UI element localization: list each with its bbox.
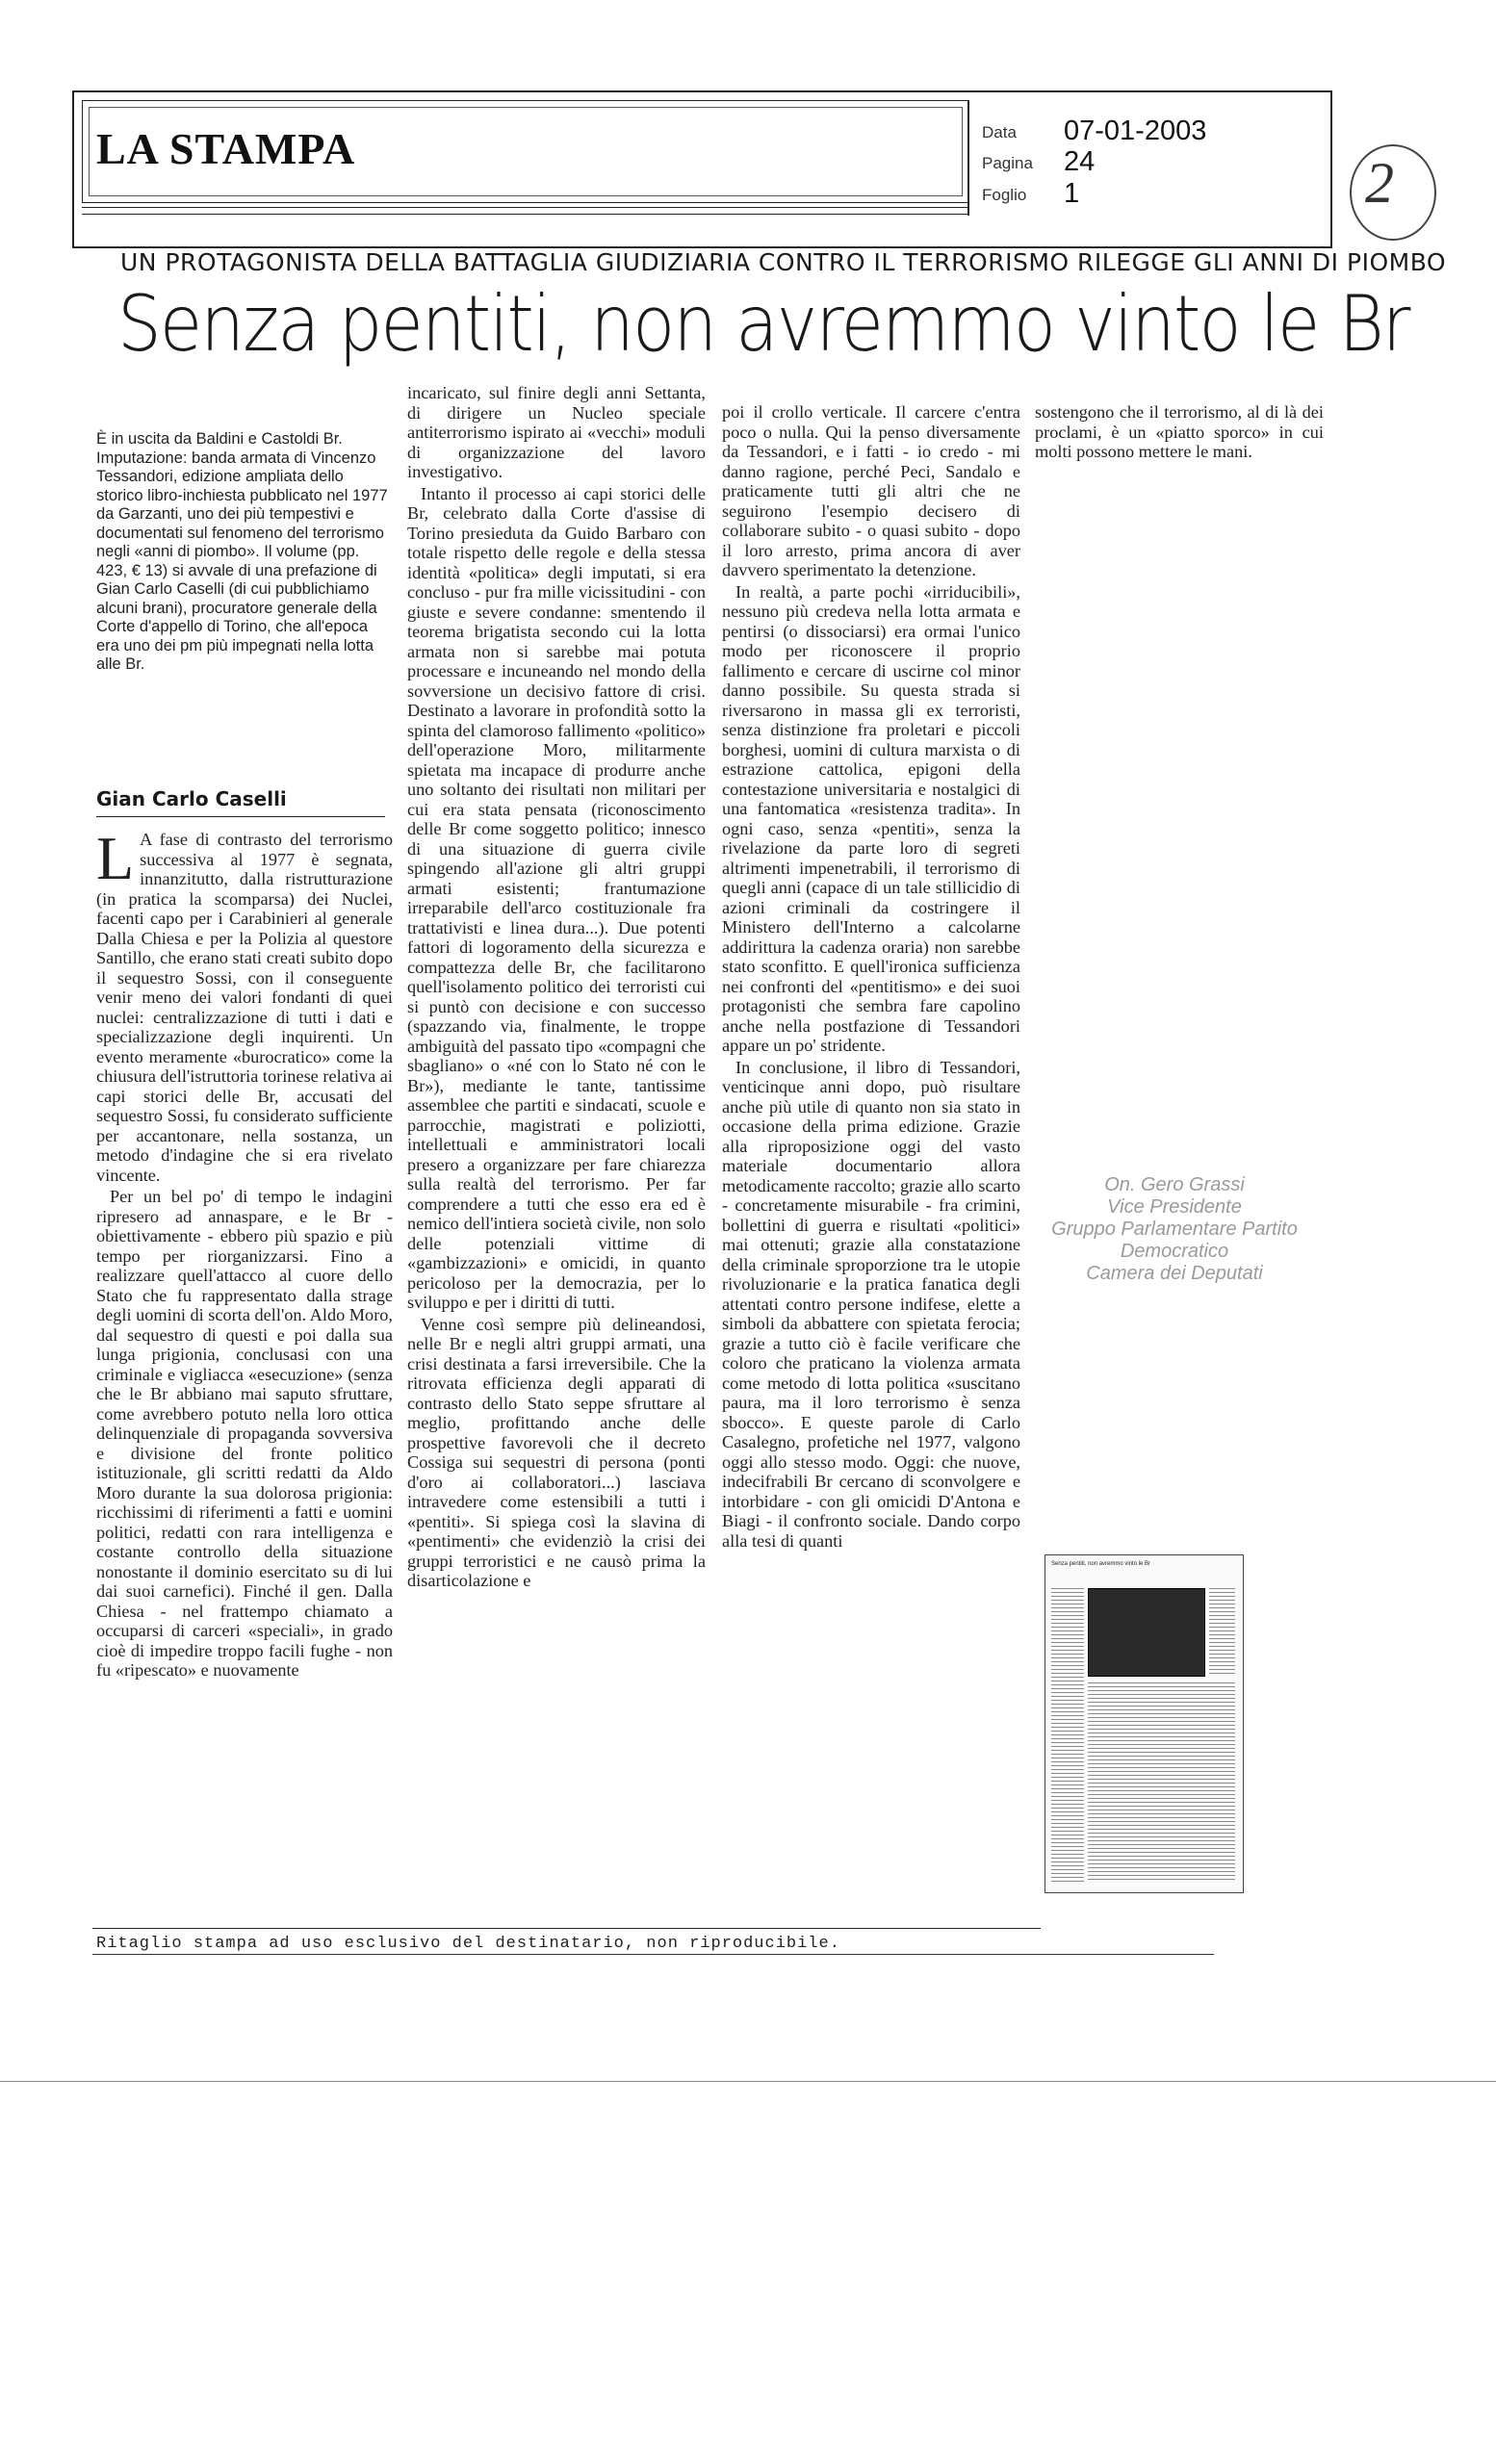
column-1-paragraph-1-text: A fase di contrasto del terrorismo successiva al 1977 è segnata, innanzitutto, dalla ristrutturazione (in pratica la scomparsa) dei Nuclei, facenti capo per i Carabinieri al generale Dalla Chiesa e per la Polizia al questore Santillo, che erano stati creati subito dopo il sequestro Sossi, con il conseguente venir meno dei valori fondanti di quei nuclei: centralizzazione di tutti i dati e specializzazione degli inquirenti. Un evento meramente «burocratico» come la chiusura dell'istruttoria torinese relativa ai capi storici delle Br, accusati del sequestro Sossi, fu considerato sufficiente per accantonare, nella sostanza, un metodo d'indagine che si era rivelato vincente. <box>96 830 393 1185</box>
newspaper-masthead: LA STAMPA <box>96 124 356 173</box>
scan-edge-line <box>0 2081 1496 2082</box>
column-1-paragraph-1 <box>96 830 393 1185</box>
date-value: 07-01-2003 <box>1064 116 1207 146</box>
intro-text: È in uscita da Baldini e Castoldi Br. Imputazione: banda armata di Vincenzo Tessandori, edizione ampliata dello storico libro-inchiesta pubblicato nel 1977 da Garzanti, uno dei più tempestivi e documentati sul fenomeno del terrorismo negli «anni di piombo». Il volume (pp. 423, € 13) si avvale di una prefazione di Gian Carlo Caselli (di cui pubblichiamo alcuni brani), procuratore generale della Corte d'appello di Torino, che all'epoca era uno dei pm più impegnati nella lotta alle Br. <box>96 430 388 673</box>
stamp-chamber: Camera dei Deputati <box>1086 1263 1263 1284</box>
drop-cap: L <box>96 830 135 892</box>
thumbnail-caption: Senza pentiti, non avremmo vinto le Br <box>1051 1561 1151 1567</box>
stamp-role: Vice Presidente <box>1107 1196 1242 1218</box>
sheet-value: 1 <box>1064 178 1080 209</box>
page-value: 24 <box>1064 146 1096 177</box>
sheet-label: Foglio <box>982 186 1027 204</box>
column-2-paragraph-1: incaricato, sul finire degli anni Settanta, di dirigere un Nucleo speciale antiterrorismo ispirato ai «vecchi» moduli di organizzazione del lavoro investigativo. <box>407 383 706 481</box>
handwritten-number: 2 <box>1365 151 1394 215</box>
column-3-paragraph-2: In realtà, a parte pochi «irriducibili», nessuno più credeva nella lotta armata e pentirsi (o dissociarsi) era ormai l'unico modo per riconoscere il proprio fallimento e cercare di uscirne col minor danno possibile. Su questa strada si riversarono in massa gli ex terroristi, senza distinzione fra proletari e piccoli borghesi, uomini di cultura marxista o di estrazione cattolica, epigoni della contestazione universitaria e nostalgici di una fantomatica «resistenza tradita». In ogni caso, senza «pentiti», senza la rivelazione da parte loro di segreti altrimenti impenetrabili, il terrorismo di quegli anni (capace di un tale stillicidio di azioni criminali da costringere il Ministero dell'Interno a calcolarne addirittura la cadenza oraria) non sarebbe stato sconfitto. E quell'ironica sufficienza nei confronti del «pentitismo» e dei suoi protagonisti che sembra fare capolino anche nella postfazione di Tessandori appare un po' stridente. <box>722 581 1020 1055</box>
column-3-paragraph-3: In conclusione, il libro di Tessandori, venticinque anni dopo, può risultare anche più utile di quanto non sia stato in occasione della prima edizione. Grazie alla riproposizione oggi del vasto materiale documentario allora metodicamente raccolto; grazie allo scarto - concretamente misurabile - fra crimini, bollettini di guerra e risultati «politici» mai ottenuti; grazie alla constatazione della criminale sproporzione tra le utopie rivoluzionarie e la pratica fanatica degli attentati contro persone indifese, elette a simboli da abbattere con spietata ferocia; grazie a tutto ciò è facile verificare che coloro che praticano la violenza armata come metodo di lotta politica «suscitano paura, ma il loro terrorismo è senza sbocco». E queste parole di Carlo Casalegno, profetiche nel 1977, valgono oggi allo stesso modo. Oggi: che nuove, indecifrabili Br cercano di sconvolgere e intorbidare - con gli omicidi D'Antona e Biagi - il confronto sociale. Dando corpo alla tesi di quanti <box>722 1057 1020 1551</box>
column-3-paragraph-1: poi il crollo verticale. Il carcere c'entra poco o nulla. Qui la penso diversamente da Tessandori, e i fatti - io credo - mi danno ragione, perché Peci, Sandalo e praticamente tutti gli altri che ne seguirono l'esempio decisero di collaborare subito - o quasi subito - dopo il loro arresto, prima ancora di aver davvero sperimentato la detenzione. <box>722 402 1020 579</box>
article-kicker: UN PROTAGONISTA DELLA BATTAGLIA GIUDIZIARIA CONTRO IL TERRORISMO RILEGGE GLI ANNI DI PIOMBO <box>120 248 1447 276</box>
article-column-3 <box>722 402 1020 1923</box>
article-headline: Senza pentiti, non avremmo vinto le Br <box>117 279 1409 369</box>
thumbnail-text-lines <box>1209 1588 1235 1677</box>
thumbnail-photo <box>1088 1588 1205 1677</box>
column-1-paragraph-2: Per un bel po' di tempo le indagini ripresero ad annaspare, e le Br - obiettivamente - ebbero più spazio e più tempo per riorganizzarsi. Fino a realizzare quell'attacco al cuore dello Stato che fu rappresentato dalla strage degli uomini di scorta dell'on. Aldo Moro, dal sequestro di questi e poi dalla sua lunga prigionia, conclusasi con una criminale e vigliacca «esecuzione» (senza che le Br abbiano mai saputo sfruttare, come avrebbero potuto nella loro ottica delinquenziale di propaganda sovversiva e divisione del fronte politico istituzionale, gli scritti redatti da Aldo Moro durante la sua dolorosa prigionia: ricchissimi di riferimenti a fatti e uomini politici, redatti con rara intelligenza e costante controllo della situazione nonostante il dominio esercitato su di lui dai suoi carnefici). Finché il gen. Dalla Chiesa - nel frattempo chiamato a occuparsi di carceri «speciali», in grado cioè di impedire troppo facili fughe - non fu «ripescato» e nuovamente <box>96 1187 393 1680</box>
reproduction-notice: Ritaglio stampa ad uso esclusivo del destinatario, non riproducibile. <box>96 1935 840 1953</box>
header-rule <box>82 207 967 208</box>
article-byline: Gian Carlo Caselli <box>96 787 287 810</box>
stamp-group: Gruppo Parlamentare Partito Democratico <box>1051 1219 1298 1262</box>
article-column-1 <box>96 830 393 1922</box>
article-intro <box>96 430 393 677</box>
thumbnail-text-lines <box>1051 1588 1084 1882</box>
parliament-stamp <box>1011 1174 1338 1285</box>
stamp-name: On. Gero Grassi <box>1104 1174 1245 1195</box>
column-2-paragraph-3: Venne così sempre più delineandosi, nelle Br e negli altri gruppi armati, una crisi destinata a farsi irreversibile. Che la ritrovata efficienza degli apparati di contrasto dello Stato seppe sfruttare al meglio, profittando anche delle prospettive favorevoli che il decreto Cossiga sui sequestri di persona (ponti d'oro ai collaboratori...) lasciava intravedere come estensibili a tutti i «pentiti». Si spiega così la slavina di «pentimenti» che evidenziò la crisi dei gruppi terroristici e ne causò prima la disarticolazione e <box>407 1314 706 1590</box>
column-2-paragraph-2: Intanto il processo ai capi storici delle Br, celebrato dalla Corte d'assise di Torino presieduta da Guido Barbaro con totale rispetto delle regole e della stessa identità «politica» degli imputati, si era concluso - pur fra mille vicissitudini - con giuste e severe condanne: smentendo il teorema brigatista secondo cui la lotta armata non si sarebbe mai potuta processare e incuneando nel mondo della sovversione un decisivo fattore di crisi. Destinato a lavorare in profondità sotto la spinta del clamoroso fallimento «politico» dell'operazione Moro, militarmente spietata ma incapace di produrre anche uno soltanto dei risultati non militari per cui era stata pensata (riconoscimento delle Br come soggetto politico; innesco di una situazione di guerra civile spingendo all'azione gli altri gruppi armati esistenti; frantumazione irreparabile dell'arco costituzionale fra trattativisti e linea dura...). Due potenti fattori di logoramento della sicurezza e compattezza delle Br, che facilitarono quell'isolamento politico dei terroristi cui si puntò con decisione e con successo (spazzando via, finalmente, le troppe ambiguità del passato tipo «compagni che sbagliano» o «né con lo Stato né con le Br»), mediante le tante, tantissime assemblee che partiti e sindacati, scuole e parrocchie, magistrati e poliziotti, intellettuali e amministratori locali presero a organizzare per fare chiarezza sulla realtà del terrorismo. Per far comprendere a tutti che esso era ed è nemico dell'intiera società civile, non solo delle potenziali vittime di «gambizzazioni» e omicidi, in quanto pericoloso per la democrazia, per lo sviluppo e per i diritti di tutti. <box>407 483 706 1312</box>
page-label: Pagina <box>982 154 1033 172</box>
article-column-4 <box>1035 402 1324 464</box>
date-label: Data <box>982 123 1017 141</box>
thumbnail-text-lines <box>1088 1682 1235 1882</box>
header-rule-double <box>82 214 967 215</box>
article-column-2 <box>407 383 706 1923</box>
byline-rule <box>96 816 385 817</box>
footer-top-rule <box>92 1928 1041 1929</box>
footer-rule <box>92 1954 1214 1955</box>
column-4-paragraph-1: sostengono che il terrorismo, al di là dei proclami, è un «piatto sporco» in cui molti possono mettere le mani. <box>1035 402 1324 461</box>
